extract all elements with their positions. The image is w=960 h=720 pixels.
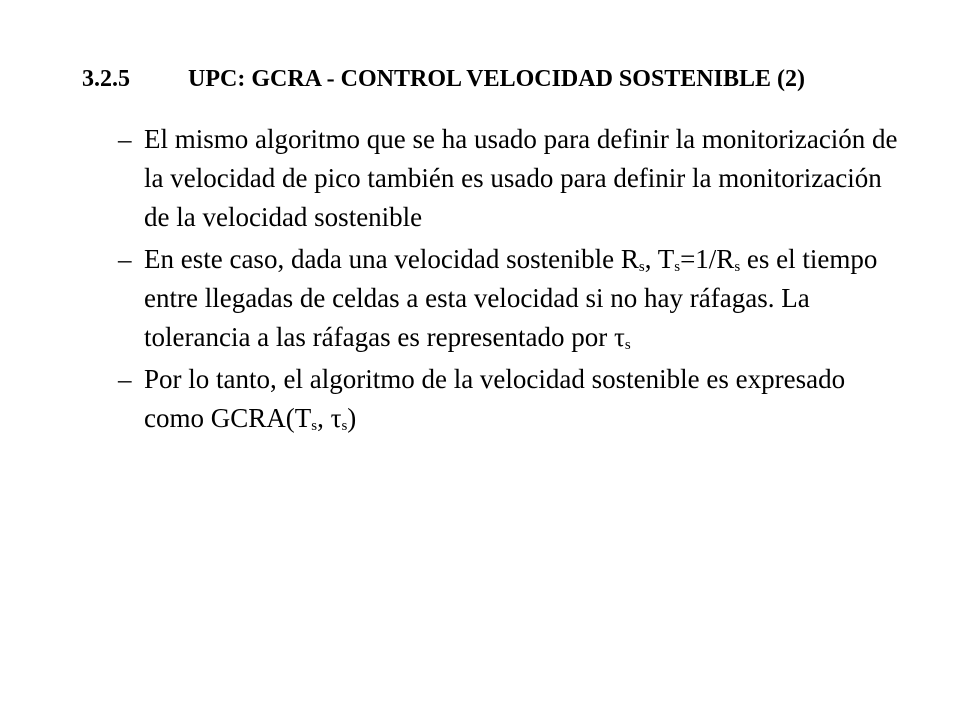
subscript: s [624,337,631,353]
bullet-marker: – [118,244,132,274]
subscript: s [674,259,681,275]
bullet-2-text-b: , T [644,244,675,274]
bullet-3-text-b: , τ [317,403,342,433]
subscript: s [311,418,318,434]
bullet-marker: – [118,364,132,394]
section-number: 3.2.5 [82,66,130,92]
bullet-3-text-a: Por lo tanto, el algoritmo de la velocidad sostenible es expresado como GCRA(T [144,364,846,433]
bullet-1-text: El mismo algoritmo que se ha usado para definir la monitorización de la velocidad de pico también es usado para definir la monitorización de la velocidad sostenible [144,124,898,232]
bullet-2-text-c: =1/R [680,244,735,274]
bullet-2 [118,240,908,357]
bullet-1 [118,120,908,237]
bullet-3-text-c: ) [347,403,357,433]
title-text: UPC: GCRA - CONTROL VELOCIDAD SOSTENIBLE (2) [188,66,805,92]
bullet-marker: – [118,124,132,154]
subscript: s [341,418,348,434]
slide-title [82,62,805,96]
bullet-3 [118,360,908,438]
bullet-list [118,120,908,441]
bullet-2-text-d: es el tiempo entre llegadas de celdas a esta velocidad si no hay ráfagas. La tolerancia a las ráfagas es representado por τ [144,244,878,352]
bullet-2-text-a: En este caso, dada una velocidad sostenible R [144,244,639,274]
subscript: s [734,259,741,275]
subscript: s [638,259,645,275]
